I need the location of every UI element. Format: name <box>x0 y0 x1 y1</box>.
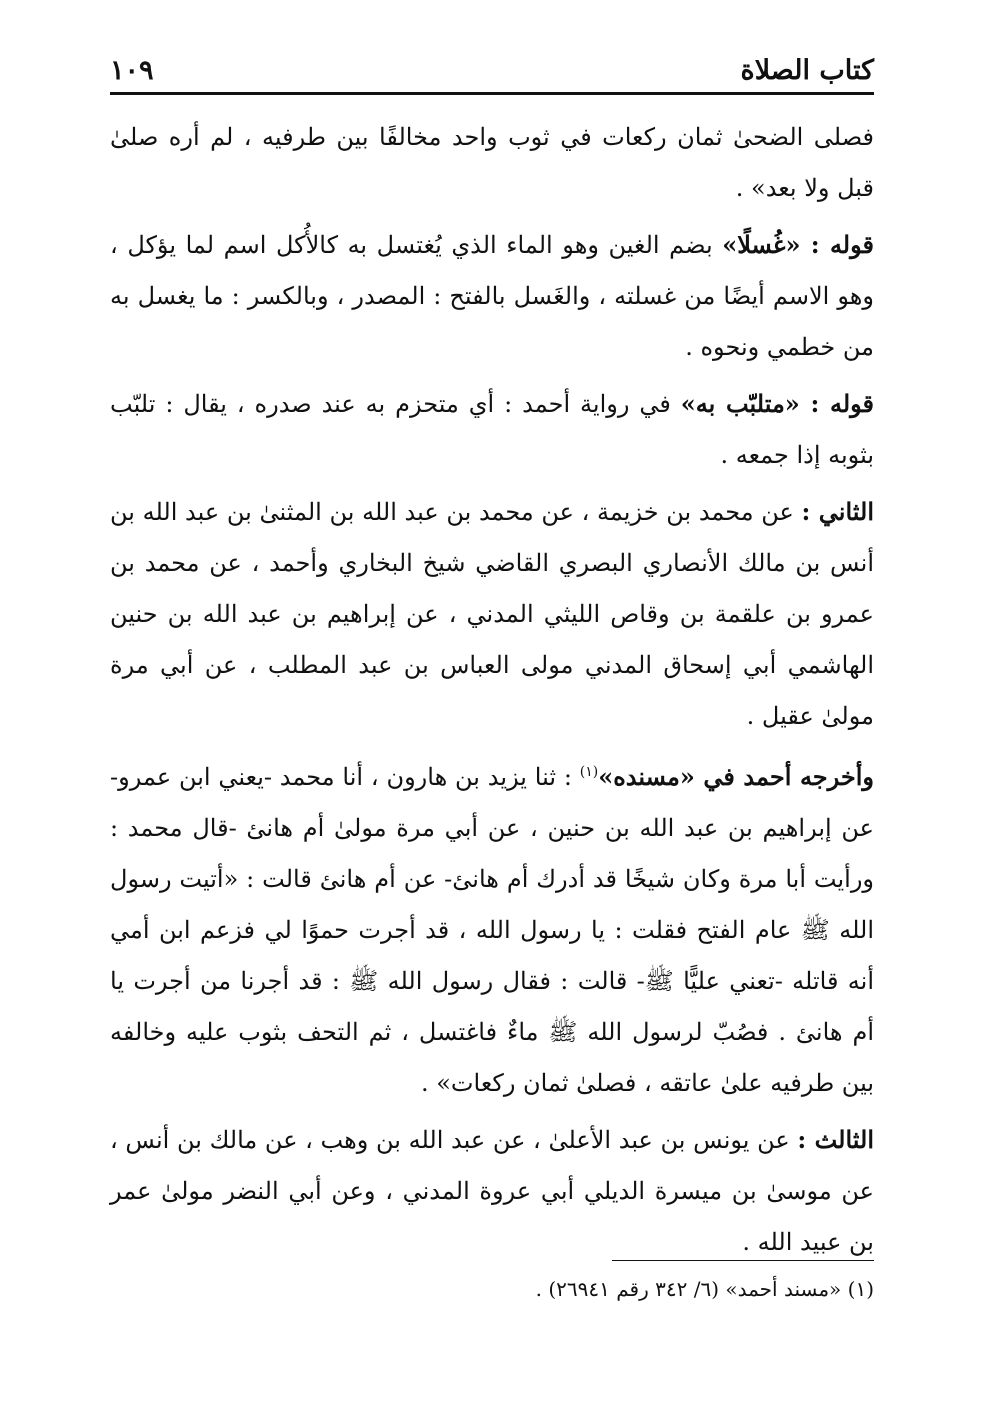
paragraph-3 <box>110 378 874 481</box>
paragraph-text: : ثنا يزيد بن هارون ، أنا محمد -يعني ابن عمرو- عن إبراهيم بن عبد الله بن حنين ، عن أبي مرة مولىٰ أم هانئ -قال محمد : ورأيت أبا مرة وكان شيخًا قد أدرك أم هانئ- عن أم هانئ قالت : «أتيت رسول الله ﷺ عام الفتح فقلت : يا رسول الله ، قد أجرت حموًا لي فزعم ابن أمي أنه قاتله -تعني عليًّا ﷺ- قالت : فقال رسول الله ﷺ : قد أجرنا من أجرت يا أم هانئ . فصُبّ لرسول الله ﷺ ماءٌ فاغتسل ، ثم التحف بثوب عليه وخالفه بين طرفيه علىٰ عاتقه ، فصلىٰ ثمان ركعات» . <box>110 763 874 1097</box>
paragraph-1 <box>110 112 874 214</box>
paragraph-text: بضم الغين وهو الماء الذي يُغتسل به كالأُكل اسم لما يؤكل ، وهو الاسم أيضًا من غسلته ، والغَسل بالفتح : المصدر ، وبالكسر : ما يغسل به من خطمي ونحوه . <box>110 231 875 361</box>
page-number: ١٠٩ <box>110 55 154 86</box>
footnote-rule <box>612 1260 874 1261</box>
running-title: كتاب الصلاة <box>740 55 874 86</box>
paragraph-lead: قوله : «غُسلًا» <box>722 230 874 259</box>
paragraph-text: عن يونس بن عبد الأعلىٰ ، عن عبد الله بن وهب ، عن مالك بن أنس ، عن موسىٰ بن ميسرة الديلي أبي عروة المدني ، وعن أبي النضر مولىٰ عمر بن عبيد الله . <box>110 1126 874 1256</box>
paragraph-text: فصلى الضحىٰ ثمان ركعات في ثوب واحد مخالفًا بين طرفيه ، لم أره صلىٰ قبل ولا بعد» . <box>110 123 874 202</box>
paragraph-lead: الثالث : <box>797 1125 874 1154</box>
paragraph-lead: الثاني : <box>801 497 875 526</box>
paragraph-text: في رواية أحمد : أي متحزم به عند صدره ، يقال : تلبّب بثوبه إذا جمعه . <box>110 390 874 469</box>
paragraph-lead: قوله : «متلبّب به» <box>680 389 875 418</box>
header-rule <box>110 92 874 95</box>
footnote: (١) «مسند أحمد» (٦/ ٣٤٢ رقم ٢٦٩٤١) . <box>535 1277 874 1301</box>
paragraph-2 <box>110 219 874 373</box>
paragraph-5 <box>110 747 874 1109</box>
footnote-marker: (١) <box>579 764 599 780</box>
paragraph-lead: وأخرجه أحمد في «مسنده» <box>598 762 874 791</box>
page-header <box>110 48 874 88</box>
main-text <box>110 112 874 1273</box>
paragraph-6 <box>110 1114 874 1268</box>
paragraph-text: عن محمد بن خزيمة ، عن محمد بن عبد الله بن المثنىٰ بن عبد الله بن أنس بن مالك الأنصاري البصري القاضي شيخ البخاري وأحمد ، عن محمد بن عمرو بن علقمة بن وقاص الليثي المدني ، عن إبراهيم بن عبد الله بن حنين الهاشمي أبي إسحاق المدني مولى العباس بن عبد المطلب ، عن أبي مرة مولىٰ عقيل . <box>110 498 874 730</box>
paragraph-4 <box>110 486 874 742</box>
